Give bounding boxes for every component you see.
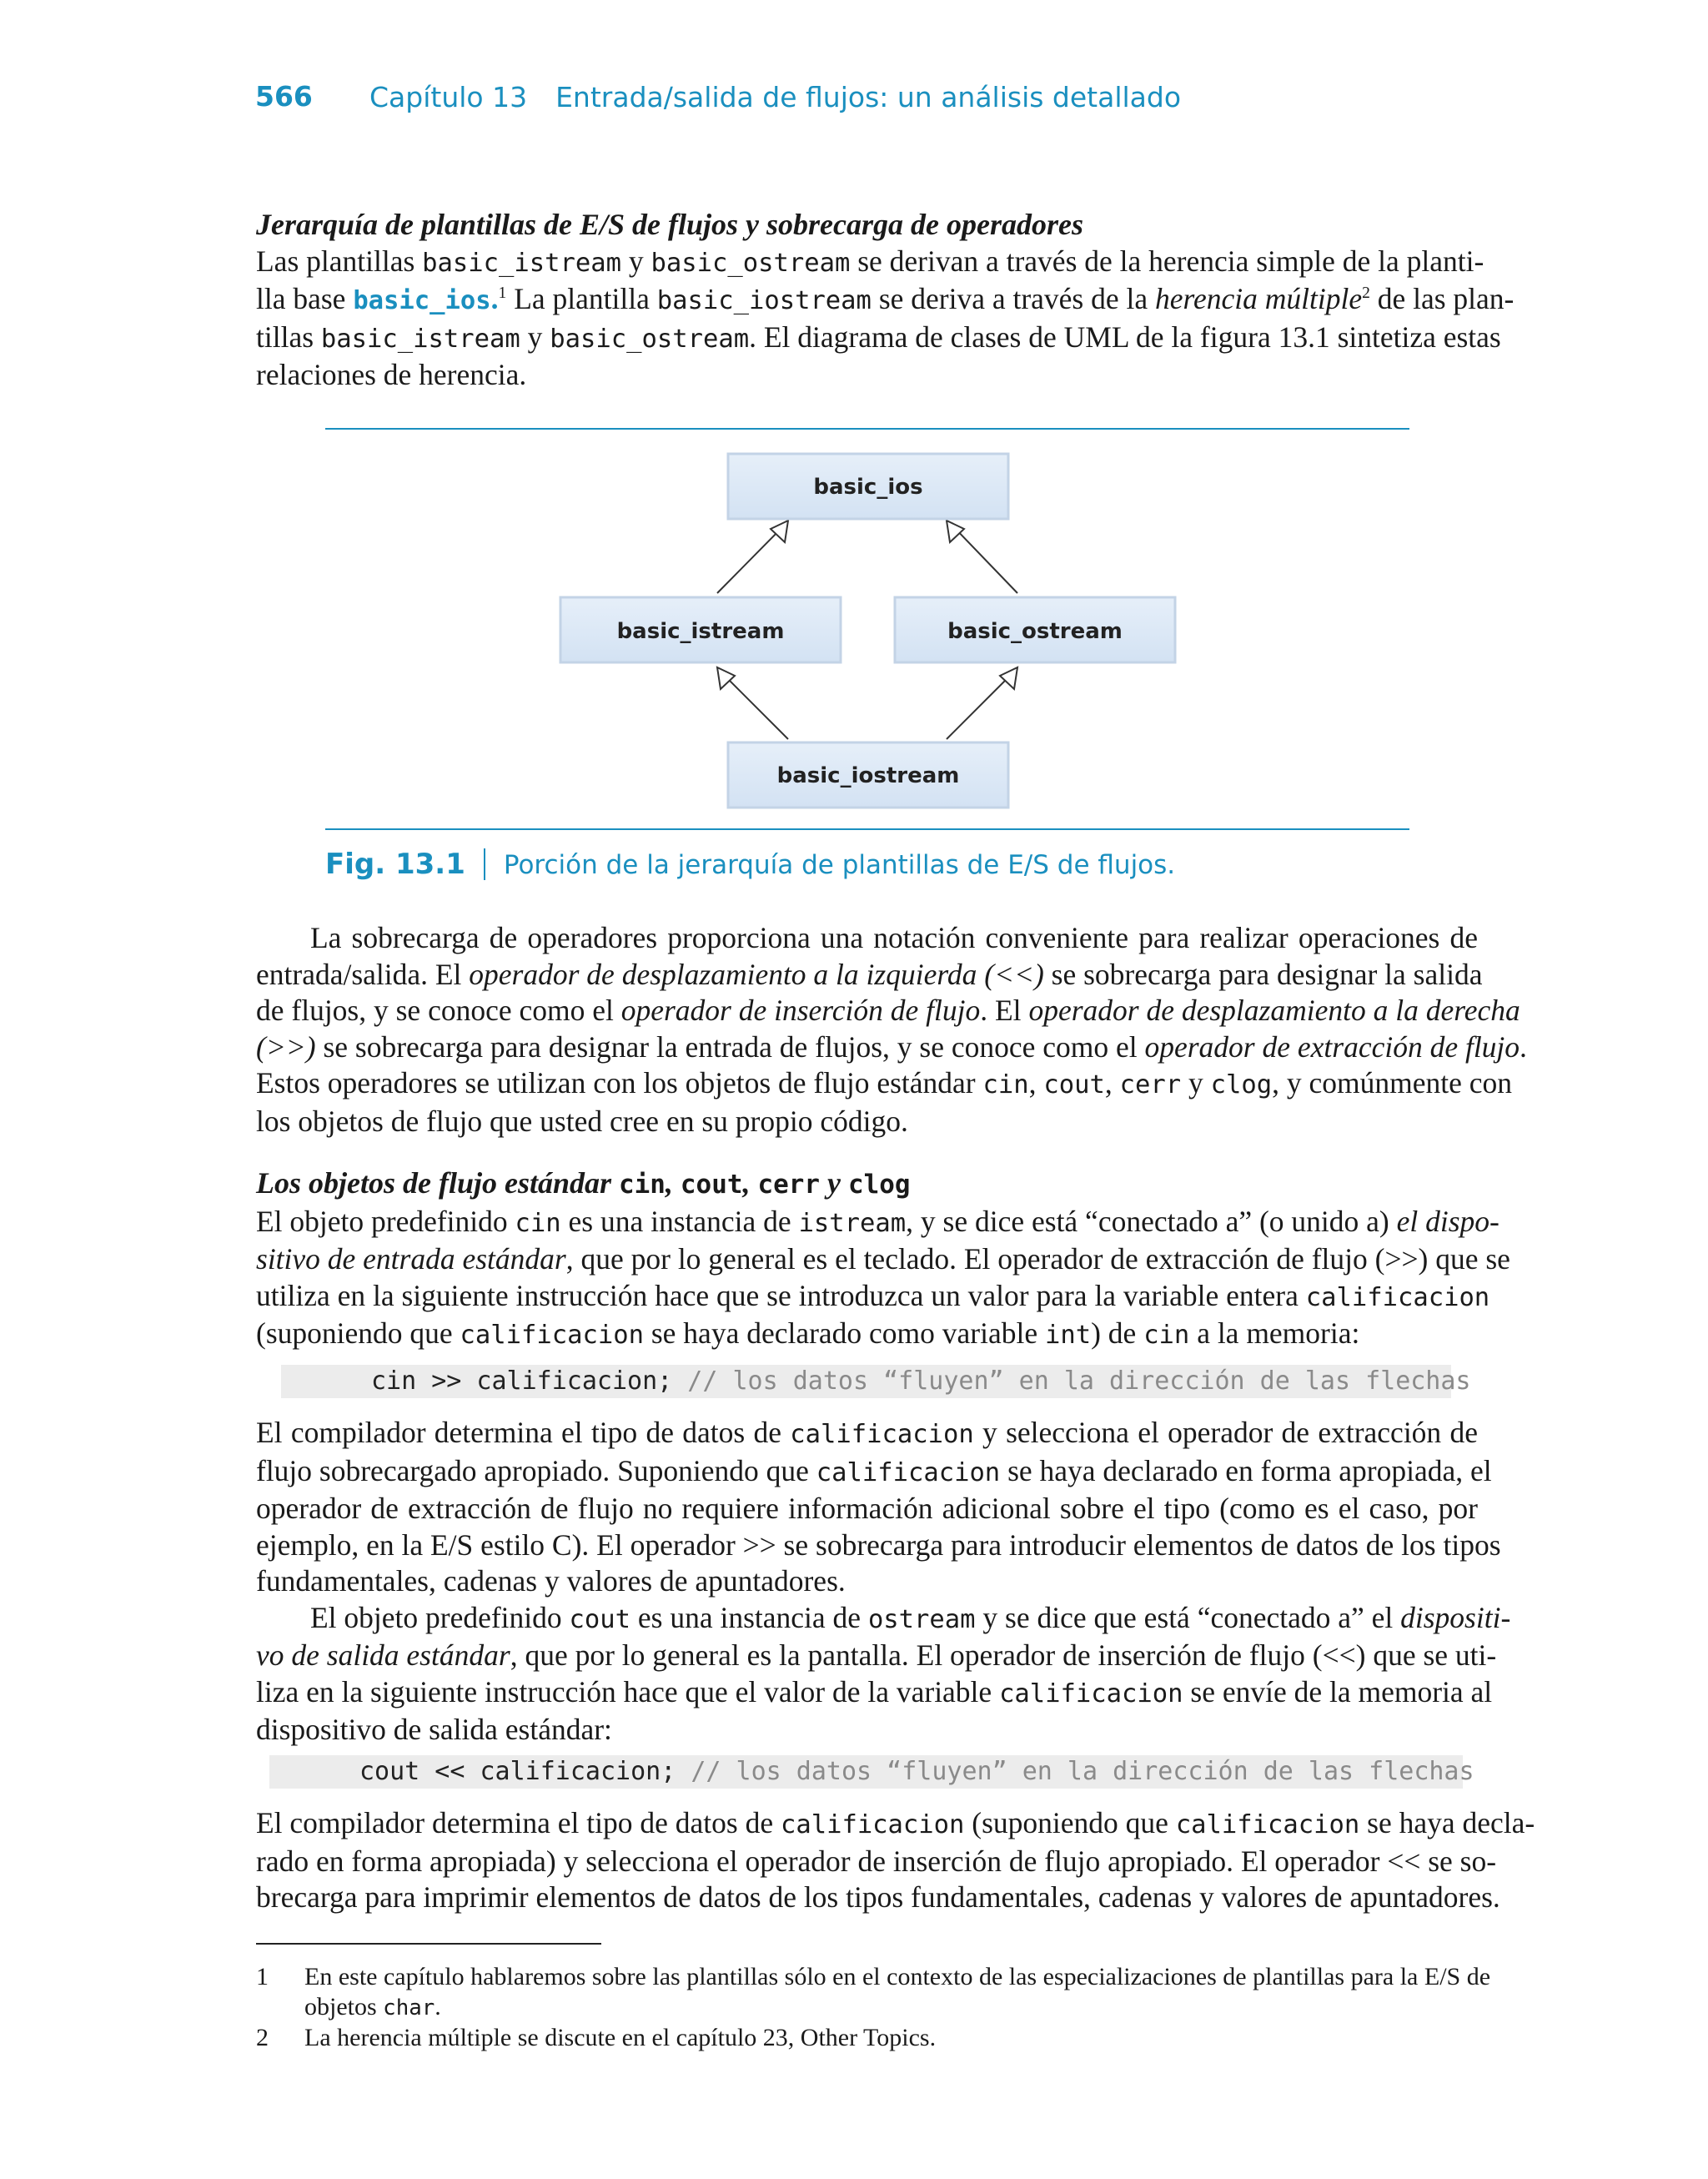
footnote-line: En este capítulo hablaremos sobre las plantillas sólo en el contexto de las especializaciones de plantillas para la E/S de	[304, 1963, 1491, 1990]
paragraph-line: El objeto predefinido cout es una instancia de ostream y se dice que está “conectado a” el dispositi-	[310, 1600, 1511, 1634]
paragraph-line: relaciones de herencia.	[256, 358, 527, 391]
paragraph-line: Las plantillas basic_istream y basic_ostream se derivan a través de la herencia simple de la planti-	[256, 244, 1484, 278]
code-statement: cout << calificacion;	[359, 1757, 691, 1786]
paragraph-line: fundamentales, cadenas y valores de apuntadores.	[256, 1564, 846, 1598]
chapter-title: Entrada/salida de flujos: un análisis detallado	[555, 81, 1182, 113]
paragraph-line: La sobrecarga de operadores proporciona una notación conveniente para realizar operaciones de	[310, 921, 1478, 954]
class-label: basic_iostream	[776, 763, 960, 788]
paragraph-line: ejemplo, en la E/S estilo C). El operador >> se sobrecarga para introducir elementos de datos de los tipos	[256, 1527, 1501, 1562]
footnote-number: 1	[256, 1963, 269, 1990]
code-example-cout	[269, 1755, 1474, 1789]
paragraph-insertion	[256, 1805, 1535, 1916]
generalization-arrowhead	[771, 521, 788, 542]
code-comment: // los datos “fluyen” en la dirección de las flechas	[691, 1757, 1474, 1786]
paragraph-line: El compilador determina el tipo de datos de calificacion (suponiendo que calificacion se haya decla-	[256, 1806, 1535, 1839]
figure-top-rule	[325, 428, 1409, 430]
code-statement: cin >> calificacion;	[371, 1366, 688, 1396]
class-box-basic-ostream	[895, 597, 1175, 662]
class-box-basic-istream	[560, 597, 841, 662]
figure-caption	[325, 848, 1175, 881]
footnote-number: 2	[256, 2024, 269, 2051]
section-standard-streams	[256, 1165, 1510, 1354]
class-box-basic-ios	[728, 454, 1008, 519]
footnote-rule	[256, 1943, 601, 1945]
code-example-cin	[281, 1365, 1471, 1398]
page-number: 566	[255, 80, 313, 113]
paragraph-line: brecarga para imprimir elementos de datos de los tipos fundamentales, cadenas y valores de apuntadores.	[256, 1880, 1500, 1914]
code-comment: // los datos “fluyen” en la dirección de las flechas	[687, 1366, 1471, 1396]
paragraph-line: sitivo de entrada estándar, que por lo general es el teclado. El operador de extracción de flujo (>>) que se	[256, 1242, 1510, 1276]
generalization-arrowhead	[717, 667, 735, 689]
footnote-2	[256, 2023, 1478, 2053]
class-box-basic-iostream	[728, 742, 1008, 808]
paragraph-line: Estos operadores se utilizan con los objetos de flujo estándar cin, cout, cerr y clog, y comúnmente con	[256, 1066, 1513, 1100]
chapter-label: Capítulo 13	[369, 81, 528, 113]
figure-bottom-rule	[325, 828, 1409, 830]
paragraph-line: El objeto predefinido cin es una instancia de istream, y se dice está “conectado a” (o unido a) el dispo-	[256, 1204, 1500, 1238]
paragraph-line: flujo sobrecargado apropiado. Suponiendo que calificacion se haya declarado en forma apropiada, el	[256, 1453, 1492, 1487]
paragraph-line: (>>) se sobrecarga para designar la entrada de flujos, y se conoce como el operador de extracción de flujo.	[256, 1029, 1527, 1064]
paragraph-line: de flujos, y se conoce como el operador de inserción de flujo. El operador de desplazamiento a la derecha	[256, 994, 1520, 1027]
paragraph-line: los objetos de flujo que usted cree en su propio código.	[256, 1104, 908, 1138]
paragraph-line: tillas basic_istream y basic_ostream. El diagrama de clases de UML de la figura 13.1 sintetiza estas	[256, 320, 1501, 354]
paragraph-line: lla base basic_ios.$^1$ La plantilla basic_iostream se deriva a través de la herencia múltiple$^2$ de las plan-	[256, 282, 1515, 315]
paragraph-line: entrada/salida. El operador de desplazamiento a la izquierda (<<) se sobrecarga para designar la salida	[256, 957, 1483, 991]
paragraph-operator-overloading	[256, 920, 1527, 1140]
uml-class-diagram	[325, 430, 1409, 828]
footnote-1	[256, 1962, 1491, 2023]
paragraph-line: rado en forma apropiada) y selecciona el operador de inserción de flujo apropiado. El operador << se so-	[256, 1844, 1497, 1878]
paragraph-extraction	[256, 1415, 1511, 1749]
paragraph-line: dispositivo de salida estándar:	[256, 1713, 612, 1746]
caption-separator	[484, 848, 485, 880]
section-heading: Jerarquía de plantillas de E/S de flujos y sobrecarga de operadores	[256, 208, 1083, 241]
generalization-arrowhead	[947, 521, 964, 542]
section-heading: Los objetos de flujo estándar cin, cout, cerr y clog	[256, 1166, 911, 1200]
footnotes	[256, 1962, 1491, 2053]
paragraph-line: (suponiendo que calificacion se haya declarado como variable int) de cin a la memoria:	[256, 1316, 1360, 1350]
paragraph-line: vo de salida estándar, que por lo general es la pantalla. El operador de inserción de flujo (<<) que se uti-	[256, 1638, 1497, 1672]
footnote-line: objetos char.	[304, 1993, 441, 2020]
paragraph-line: utiliza en la siguiente instrucción hace que se introduzca un valor para la variable entera calificacion	[256, 1278, 1490, 1312]
section-hierarchy	[256, 207, 1515, 394]
class-label: basic_ostream	[947, 619, 1123, 644]
connector-iostream-istream	[721, 672, 788, 739]
class-label: basic_istream	[616, 619, 785, 644]
caption-text: Porción de la jerarquía de plantillas de E/S de flujos.	[503, 850, 1176, 880]
paragraph-line: liza en la siguiente instrucción hace que el valor de la variable calificacion se envíe de la memoria al	[256, 1674, 1493, 1708]
connector-istream-ios	[717, 526, 784, 593]
paragraph-line: operador de extracción de flujo no requiere información adicional sobre el tipo (como es el caso, por	[256, 1492, 1478, 1525]
connector-ostream-ios	[952, 526, 1017, 593]
class-label: basic_ios	[813, 475, 923, 500]
paragraph-line: El compilador determina el tipo de datos de calificacion y selecciona el operador de extracción de	[256, 1416, 1478, 1449]
running-header	[369, 81, 1181, 113]
footnote-line: La herencia múltiple se discute en el capítulo 23, Other Topics.	[304, 2024, 937, 2051]
connector-iostream-ostream	[947, 672, 1013, 739]
figure-number: Fig. 13.1	[325, 848, 465, 881]
generalization-arrowhead	[1000, 667, 1017, 689]
